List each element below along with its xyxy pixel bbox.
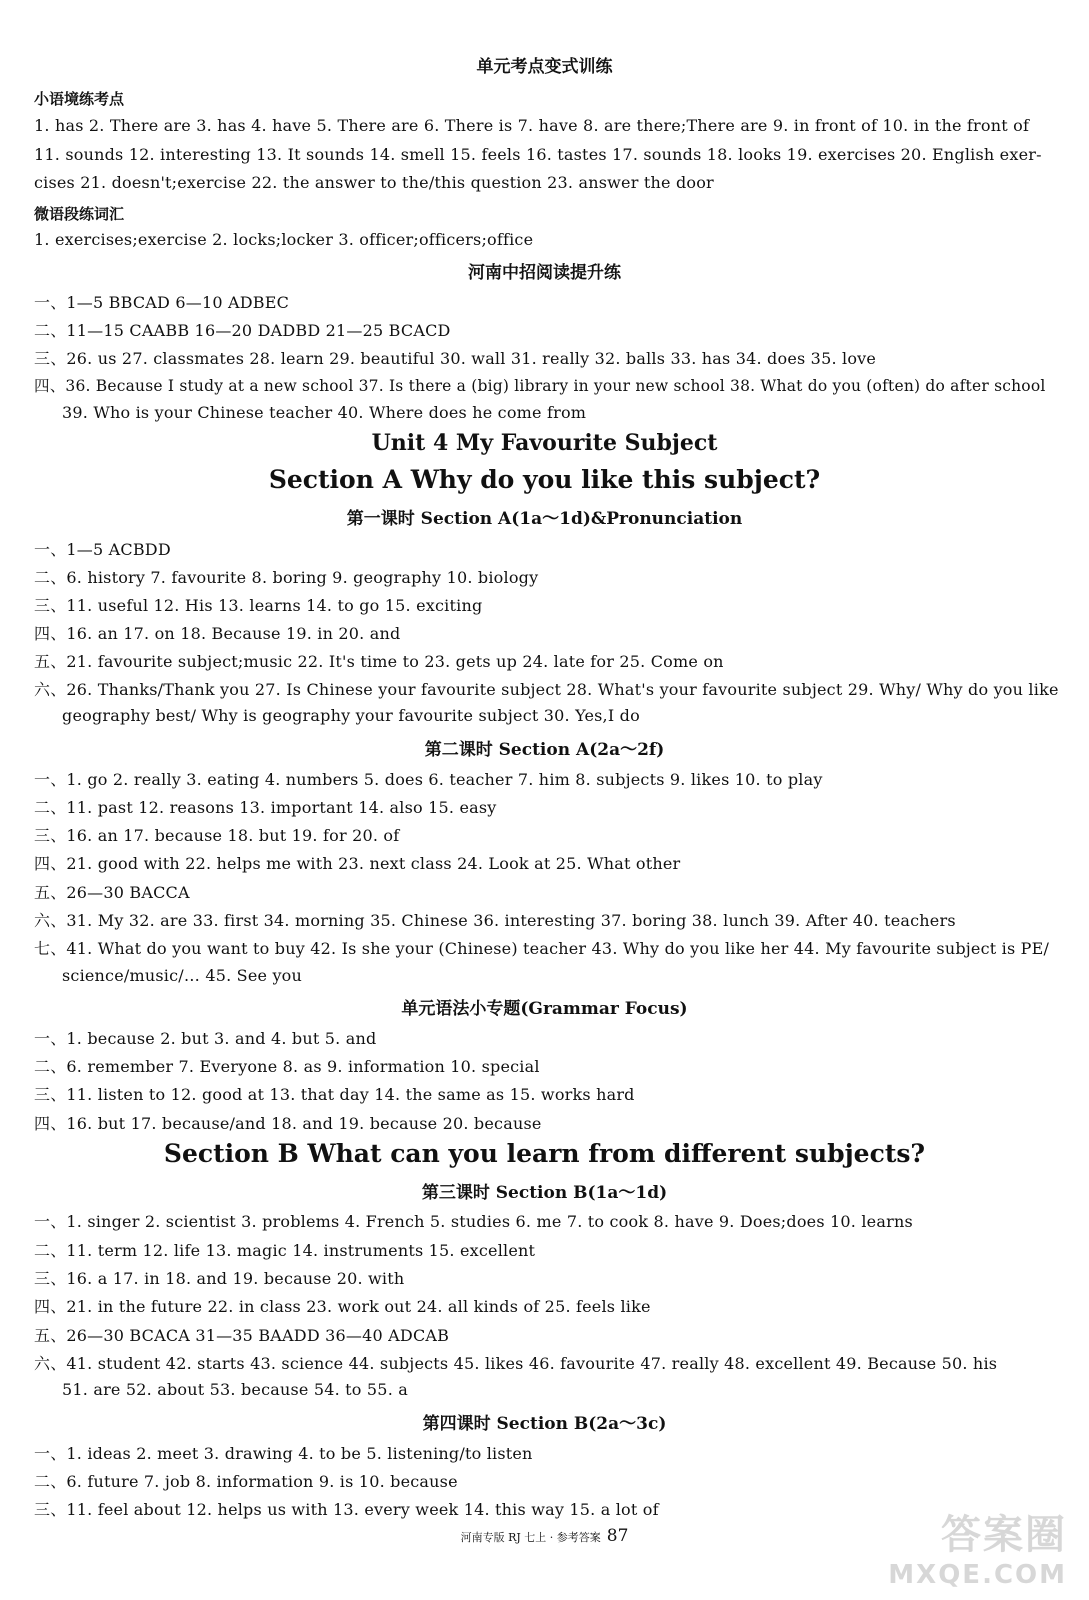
answer-line: 三、16. a 17. in 18. and 19. because 20. with bbox=[34, 1269, 405, 1288]
answer-line: 三、11. useful 12. His 13. learns 14. to go 15. exciting bbox=[34, 596, 483, 615]
watermark-url: MXQE.COM bbox=[888, 1560, 1067, 1590]
answer-line: 三、11. listen to 12. good at 13. that day 14. the same as 15. works hard bbox=[34, 1085, 635, 1104]
answer-line: 一、1—5 BBCAD 6—10 ADBEC bbox=[34, 293, 290, 312]
answer-line: 六、26. Thanks/Thank you 27. Is Chinese your favourite subject 28. What's your favourite subject 29. Why/ Why do you like bbox=[34, 680, 1059, 699]
section-b-title: Section B What can you learn from different subjects? bbox=[163, 1139, 926, 1168]
subsection-vocab-drill: 微语段练词汇 bbox=[34, 205, 125, 223]
answer-line: 二、6. history 7. favourite 8. boring 9. geography 10. biology bbox=[34, 568, 539, 587]
answer-line: 一、1. ideas 2. meet 3. drawing 4. to be 5. listening/to listen bbox=[34, 1444, 533, 1463]
watermark-logo bbox=[888, 1503, 1067, 1590]
section-a-title: Section A Why do you like this subject? bbox=[268, 465, 821, 494]
answer-line: 一、1—5 ACBDD bbox=[34, 540, 171, 559]
answer-line: 二、6. future 7. job 8. information 9. is 10. because bbox=[34, 1472, 458, 1491]
subsection-context-drill: 小语境练考点 bbox=[34, 90, 125, 108]
section-title-unit-drill: 单元考点变式训练 bbox=[476, 57, 613, 77]
section-title-reading: 河南中招阅读提升练 bbox=[468, 263, 621, 283]
answer-line: 五、21. favourite subject;music 22. It's time to 23. gets up 24. late for 25. Come on bbox=[34, 652, 724, 671]
lesson3-title: 第三课时 Section B(1a～1d) bbox=[421, 1183, 668, 1203]
answer-line: cises 21. doesn't;exercise 22. the answer to the/this question 23. answer the door bbox=[34, 173, 714, 192]
watermark-text: 答案圈 bbox=[941, 1512, 1067, 1558]
answer-line: science/music/… 45. See you bbox=[62, 966, 303, 985]
unit-title: Unit 4 My Favourite Subject bbox=[371, 430, 718, 456]
answer-line: 一、1. go 2. really 3. eating 4. numbers 5. does 6. teacher 7. him 8. subjects 9. likes 10. to play bbox=[34, 770, 823, 789]
answer-line: 三、26. us 27. classmates 28. learn 29. beautiful 30. wall 31. really 32. balls 33. has 34. does 35. love bbox=[34, 349, 877, 368]
answer-line: 39. Who is your Chinese teacher 40. Where does he come from bbox=[62, 403, 587, 422]
lesson4-title: 第四课时 Section B(2a～3c) bbox=[422, 1414, 667, 1434]
answer-line: 三、16. an 17. because 18. but 19. for 20. of bbox=[34, 826, 400, 845]
answer-line: 一、1. because 2. but 3. and 4. but 5. and bbox=[34, 1029, 377, 1048]
answer-line: 51. are 52. about 53. because 54. to 55. a bbox=[62, 1380, 409, 1399]
page-number: 87 bbox=[606, 1526, 629, 1546]
answer-line: 五、26—30 BACCA bbox=[34, 883, 190, 902]
grammar-title: 单元语法小专题(Grammar Focus) bbox=[401, 999, 688, 1019]
answer-line: 四、21. good with 22. helps me with 23. next class 24. Look at 25. What other bbox=[34, 854, 681, 873]
answer-line: 四、16. an 17. on 18. Because 19. in 20. and bbox=[34, 624, 401, 643]
answer-line: 1. has 2. There are 3. has 4. have 5. There are 6. There is 7. have 8. are there;There are 9. in front of 10. in the front of bbox=[34, 116, 1030, 135]
answer-line: 二、11. past 12. reasons 13. important 14. also 15. easy bbox=[34, 798, 497, 817]
answer-line: 七、41. What do you want to buy 42. Is she your (Chinese) teacher 43. Why do you like her 44. My favourite subject is PE/ bbox=[34, 939, 1050, 958]
answer-line: 二、11—15 CAABB 16—20 DADBD 21—25 BCACD bbox=[34, 321, 451, 340]
answer-line: 四、21. in the future 22. in class 23. work out 24. all kinds of 25. feels like bbox=[34, 1297, 651, 1316]
answer-line: 四、36. Because I study at a new school 37. Is there a (big) library in your new school 38. What do you (often) do after school bbox=[34, 377, 1046, 395]
answer-line: 六、41. student 42. starts 43. science 44. subjects 45. likes 46. favourite 47. really 48. excellent 49. Because 50. his bbox=[34, 1354, 998, 1373]
answer-line: 五、26—30 BCACA 31—35 BAADD 36—40 ADCAB bbox=[34, 1326, 450, 1345]
answer-line: 二、6. remember 7. Everyone 8. as 9. information 10. special bbox=[34, 1057, 540, 1076]
answer-line: 六、31. My 32. are 33. first 34. morning 35. Chinese 36. interesting 37. boring 38. lunch 39. After 40. teachers bbox=[34, 911, 956, 930]
footer-label: 河南专版 RJ 七上 · 参考答案 bbox=[460, 1531, 601, 1544]
answer-line: 三、11. feel about 12. helps us with 13. every week 14. this way 15. a lot of bbox=[34, 1500, 659, 1519]
lesson1-title: 第一课时 Section A(1a～1d)&Pronunciation bbox=[346, 509, 743, 529]
answer-line: 二、11. term 12. life 13. magic 14. instruments 15. excellent bbox=[34, 1241, 536, 1260]
lesson2-title: 第二课时 Section A(2a～2f) bbox=[424, 740, 665, 760]
answer-line: geography best/ Why is geography your favourite subject 30. Yes,I do bbox=[62, 706, 640, 725]
answer-line: 1. exercises;exercise 2. locks;locker 3. officer;officers;office bbox=[34, 230, 534, 249]
answer-line: 四、16. but 17. because/and 18. and 19. because 20. because bbox=[34, 1114, 542, 1133]
answer-line: 一、1. singer 2. scientist 3. problems 4. French 5. studies 6. me 7. to cook 8. have 9. Does;does 10. learns bbox=[34, 1212, 913, 1231]
answer-line: 11. sounds 12. interesting 13. It sounds 14. smell 15. feels 16. tastes 17. sounds 18. looks 19. exercises 20. English exer- bbox=[34, 145, 1042, 164]
